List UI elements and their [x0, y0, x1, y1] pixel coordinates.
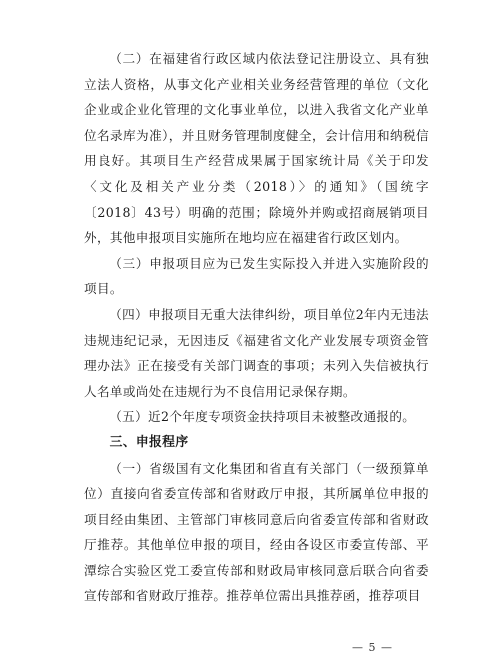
procedure-clause-1: （一）省级国有文化集团和省直有关部门（一级预算单位）直接向省委宣传部和省财政厅申报，其所属单位申报的项目经由集团、主管部门审核同意后向省委宣传部和省财政厅推荐。其他单位申报的项目，经由各设区市委宣传部、平潭综合实验区党工委宣传部和财政局审核同意后联合向省委宣传部和省财政厅推荐。推荐单位需出具推荐函，推荐项目	[84, 460, 429, 604]
body-text	[84, 46, 429, 609]
clause-3: （三）申报项目应为已发生实际投入并进入实施阶段的项目。	[84, 255, 429, 297]
page-number: — 5 —	[352, 641, 393, 654]
clause-5: （五）近2个年度专项资金扶持项目未被整改通报的。	[109, 409, 416, 425]
clause-4: （四）申报项目无重大法律纠纷，项目单位2年内无违法违规违纪记录，无因违反《福建省文化产业发展专项资金管理办法》正在接受有关部门调查的事项；未列入失信被执行人名单或尚处在违规行为不良信用记录保存期。	[84, 306, 429, 399]
clause-2: （二）在福建省行政区域内依法登记注册设立、具有独立法人资格，从事文化产业相关业务经营管理的单位（文化企业或企业化管理的文化事业单位，以进入我省文化产业单位名录库为准），并且财务管理制度健全，会计信用和纳税信用良好。其项目生产经营成果属于国家统计局《关于印发〈文化及相关产业分类（2018）〉的通知》（国统字〔2018〕43号）明确的范围；除境外并购或招商展销项目外，其他申报项目实施所在地均应在福建省行政区划内。	[84, 51, 429, 246]
section-3-heading: 三、申报程序	[109, 434, 189, 450]
